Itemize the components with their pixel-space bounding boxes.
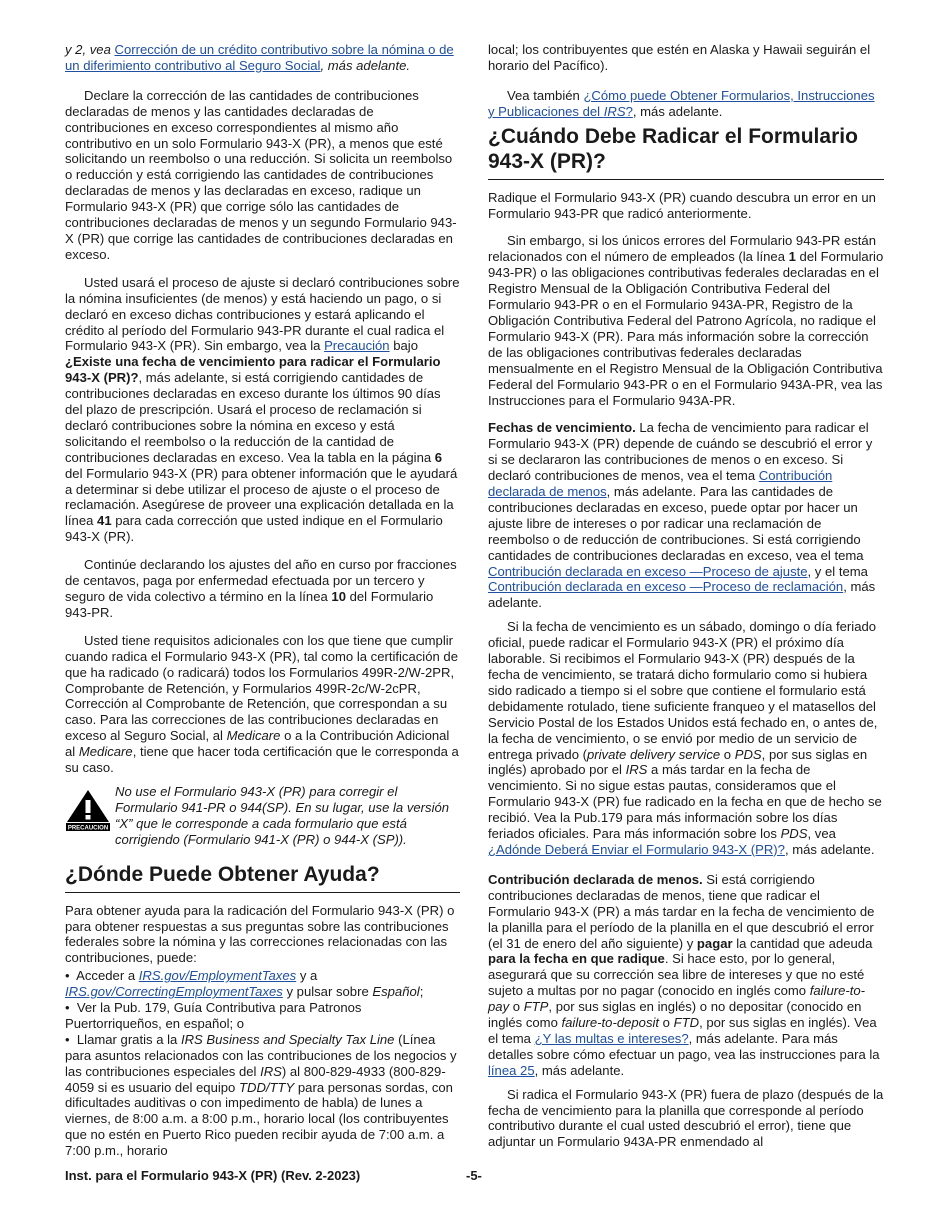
caution-note xyxy=(65,784,460,848)
paragraph-proceso-ajuste: Usted usará el proceso de ajuste si declaró contribuciones sobre la nómina insuficientes (de menos) y está haciendo un pago, o si declaró en exceso dichas contribuciones y estará aplicando el crédito al período del Formulario 943-PR durante el cual radica el Formulario 943-X (PR). Sin embargo, vea la Precaución bajo ¿Existe una fecha de vencimiento para radicar el Formulario 943-X (PR)?, más adelante, si está corrigiendo cantidades de contribuciones declaradas en exceso durante los últimos 90 días del plazo de prescripción. Usará el proceso de reclamación si declaró contribuciones sobre la nómina en exceso y está solicitando el reembolso o la reducción de la cantidad de contribuciones declaradas en exceso. Vea la tabla en la página 6 del Formulario 943-X (PR) para obtener información que le ayudará a determinar si debe utilizar el proceso de ajuste o el proceso de reclamación. Asegúrese de proveer una explicación detallada en la línea 41 para cada corrección que usted indique en el Formulario 943-X (PR). xyxy=(65,274,460,545)
list-item-pub-179: • Ver la Pub. 179, Guía Contributiva para Patronos Puertorriqueños, en español; o xyxy=(65,1000,362,1031)
page-footer xyxy=(65,1168,885,1183)
link-multas-intereses[interactable]: ¿Y las multas e intereses? xyxy=(534,1030,689,1046)
left-column xyxy=(65,42,460,1159)
heading-cuando-radicar: ¿Cuándo Debe Radicar el Formulario 943-X (PR)? xyxy=(488,124,884,180)
footer-title: Inst. para el Formulario 943-X (PR) (Rev. 2-2023) xyxy=(65,1168,361,1183)
link-contribucion-declarada-menos[interactable]: Contribución declarada de menos xyxy=(488,468,833,500)
right-column xyxy=(488,42,884,1158)
link-adonde-enviar[interactable]: ¿Adónde Deberá Enviar el Formulario 943-X (PR)? xyxy=(488,841,785,857)
page-number: -5- xyxy=(466,1168,482,1183)
link-irs-correcting-employment-taxes[interactable]: IRS.gov/CorrectingEmploymentTaxes xyxy=(65,984,283,1000)
caution-icon-label: PRECAUCION xyxy=(67,825,109,832)
paragraph-fechas-vencimiento: Fechas de vencimiento. La fecha de vencimiento para radicar el Formulario 943-X (PR) depende de cuándo se descubrió el error y si se declararon las contribuciones de menos o en exceso. Si declaró contribuciones de menos, vea el tema Contribución declarada de menos, más adelante. Para las cantidades de contribuciones declaradas en exceso, puede optar por hacer un ajuste libre de intereses o por radicar una reclamación de reembolso o de reducción de contribuciones. Si está corrigiendo cantidades de contribuciones declaradas en exceso, vea el tema Contribución declarada en exceso —Proceso de ajuste, y el tema Contribución declarada en exceso —Proceso de reclamación, más adelante. xyxy=(488,420,876,611)
paragraph-continuation: y 2, vea Corrección de un crédito contributivo sobre la nómina o de un diferimiento contributivo al Seguro Social, más adelante. xyxy=(65,42,454,73)
link-exceso-proceso-reclamacion[interactable]: Contribución declarada en exceso —Proceso de reclamación xyxy=(488,579,844,595)
caution-text: No use el Formulario 943-X (PR) para corregir el Formulario 941-PR o 944(SP). En su lugar, use la versión “X” que le corresponde a cada formulario que está corrigiendo (Formulario 941-X (PR) o 944-X (SP)). xyxy=(115,783,450,847)
paragraph-fuera-de-plazo: Si radica el Formulario 943-X (PR) fuera de plazo (después de la fecha de vencimiento para la planilla que corresponde al período contributivo durante el cual usted descubrió el error), tiene que adjuntar un Formulario 943A-PR enmendado al xyxy=(488,1086,884,1150)
paragraph-declare-correccion: Declare la corrección de las cantidades de contribuciones declaradas de menos y las cantidades declaradas de contribuciones en exceso correspondientes al mismo año contributivo en un solo Formulario 943-X (PR), a menos que esté solicitando un reembolso o una reducción. Si solicita un reembolso o reducción y está corrigiendo las cantidades de contribuciones declaradas de menos y las declaradas en exceso, radique un Formulario 943-X (PR) que corrige sólo las cantidades de contribuciones declaradas de menos y un segundo Formulario 943-X (PR) que corrige las cantidades de contribuciones declaradas en exceso. xyxy=(65,87,457,262)
paragraph-vea-tambien: Vea también ¿Cómo puede Obtener Formularios, Instrucciones y Publicaciones del IRS?, más adelante. xyxy=(488,87,875,119)
list-item-llamar: • Llamar gratis a la IRS Business and Specialty Tax Line (Línea para asuntos relacionados con las contribuciones de los negocios y las contribuciones especiales del IRS) al 800-829-4933 (800-829-4059 si es usuario del equipo TDD/TTY para personas sordas, con dificultades auditivas o con impedimento de habla) de lunes a viernes, de 8:00 a.m. a 8:00 p.m., horario local (los contribuyentes que no estén en Puerto Rico pueden recibir ayuda de 7:00 a.m. a 7:00 p.m., horario xyxy=(65,1031,457,1159)
paragraph-alaska-hawaii: local; los contribuyentes que estén en Alaska y Hawaii seguirán el horario del Pacífico). xyxy=(488,42,871,73)
paragraph-requisitos-adicionales: Usted tiene requisitos adicionales con los que tiene que cumplir cuando radica el Formulario 943-X (PR), tal como la certificación de que ha radicado (o radicará) todos los Formularios 499R-2/W-2PR, Comprobante de Retención, y Formularios 499R-2c/W-2cPR, Corrección al Comprobante de Retención, que correspondan a su caso. Para las correcciones de las contribuciones declaradas en exceso al Seguro Social, al Medicare o a la Contribución Adicional al Medicare, tiene que hacer toda certificación que le corresponda a su caso. xyxy=(65,632,459,776)
caution-icon xyxy=(65,788,115,848)
list-item-irs-gov: • Acceder a IRS.gov/EmploymentTaxes y a IRS.gov/CorrectingEmploymentTaxes y pulsar sobre Español; xyxy=(65,968,424,1000)
paragraph-obtener-ayuda: Para obtener ayuda para la radicación del Formulario 943-X (PR) o para obtener respuestas a sus preguntas sobre las contribuciones federales sobre la nómina y las correcciones relacionadas con las contribuciones, puede: xyxy=(65,902,455,966)
paragraph-contribucion-declarada-menos: Contribución declarada de menos. Si está corrigiendo contribuciones declaradas de menos, tiene que radicar el Formulario 943-X (PR) a más tardar en la fecha de vencimiento de la planilla para el período de la planilla en el que descubrió el error (el 31 de enero del año siguiente) y pagar la cantidad que adeuda para la fecha en que radique. Si hace esto, por lo general, asegurará que su corrección sea libre de intereses y que no esté sujeto a multas por no pagar (conocido en inglés como failure-to-pay o FTP, por sus siglas en inglés) o no depositar (conocido en inglés como failure-to-deposit o FTD, por sus siglas en inglés). Vea el tema ¿Y las multas e intereses?, más adelante. Para más detalles sobre cómo efectuar un pago, vea las instrucciones para la línea 25, más adelante. xyxy=(488,871,880,1078)
link-linea-25[interactable]: línea 25 xyxy=(488,1062,535,1078)
link-exceso-proceso-ajuste[interactable]: Contribución declarada en exceso —Proceso de ajuste xyxy=(488,563,808,579)
paragraph-sin-embargo: Sin embargo, si los únicos errores del Formulario 943-PR están relacionados con el número de empleados (la línea 1 del Formulario 943-PR) o las obligaciones contributivas federales declaradas en el Registro Mensual de la Obligación Contributiva Federal del Formulario 943-PR o en el Formulario 943A-PR, Registro de la Obligación Contributiva Federal del Patrono Agrícola, no radique el Formulario 943-X (PR). Para más información sobre la corrección de las obligaciones contributivas federales declaradas mensualmente en el Registro Mensual de la Obligación Contributiva Federal del Formulario 943-PR o en el Formulario 943A-PR, vea las Instrucciones para el Formulario 943A-PR. xyxy=(488,233,884,408)
link-correccion-credito[interactable]: Corrección de un crédito contributivo sobre la nómina o de un diferimiento contributivo al Seguro Social xyxy=(65,42,454,73)
paragraph-sabado-domingo: Si la fecha de vencimiento es un sábado, domingo o día feriado oficial, puede radicar el Formulario 943-X (PR) el próximo día laborable. Si recibimos el Formulario 943-X (PR) después de la fecha de vencimiento, se tratará dicho formulario como si hubiera sido radicado a tiempo si el sobre que contiene el formulario está debidamente rotulado, tiene suficiente franqueo y el matasellos del Servicio Postal de los Estados Unidos está fechado en, o antes de, la fecha de vencimiento, o se envió por medio de un servicio de entrega privado (private delivery service o PDS, por sus siglas en inglés) aprobado por el IRS a más tardar en la fecha de vencimiento. Si no sigue estas pautas, consideramos que el Formulario 943-X (PR) fue radicado en la fecha en que de hecho se recibió. Vea la Pub.179 para más información sobre los días feriados oficiales. Para más información sobre los PDS, vea ¿Adónde Deberá Enviar el Formulario 943-X (PR)?, más adelante. xyxy=(488,619,882,857)
heading-donde-ayuda: ¿Dónde Puede Obtener Ayuda? xyxy=(65,862,460,893)
paragraph-continue-declarando: Continúe declarando los ajustes del año en curso por fracciones de centavos, paga por enfermedad efectuada por un tercero y seguro de vida colectivo a término en la línea 10 del Formulario 943-PR. xyxy=(65,557,457,620)
paragraph-radique: Radique el Formulario 943-X (PR) cuando descubra un error en un Formulario 943-PR que radicó anteriormente. xyxy=(488,189,876,221)
link-obtener-formularios[interactable]: ¿Cómo puede Obtener Formularios, Instrucciones y Publicaciones del IRS? xyxy=(488,87,875,119)
link-precaucion[interactable]: Precaución xyxy=(324,338,390,354)
link-irs-employment-taxes[interactable]: IRS.gov/EmploymentTaxes xyxy=(138,968,297,984)
